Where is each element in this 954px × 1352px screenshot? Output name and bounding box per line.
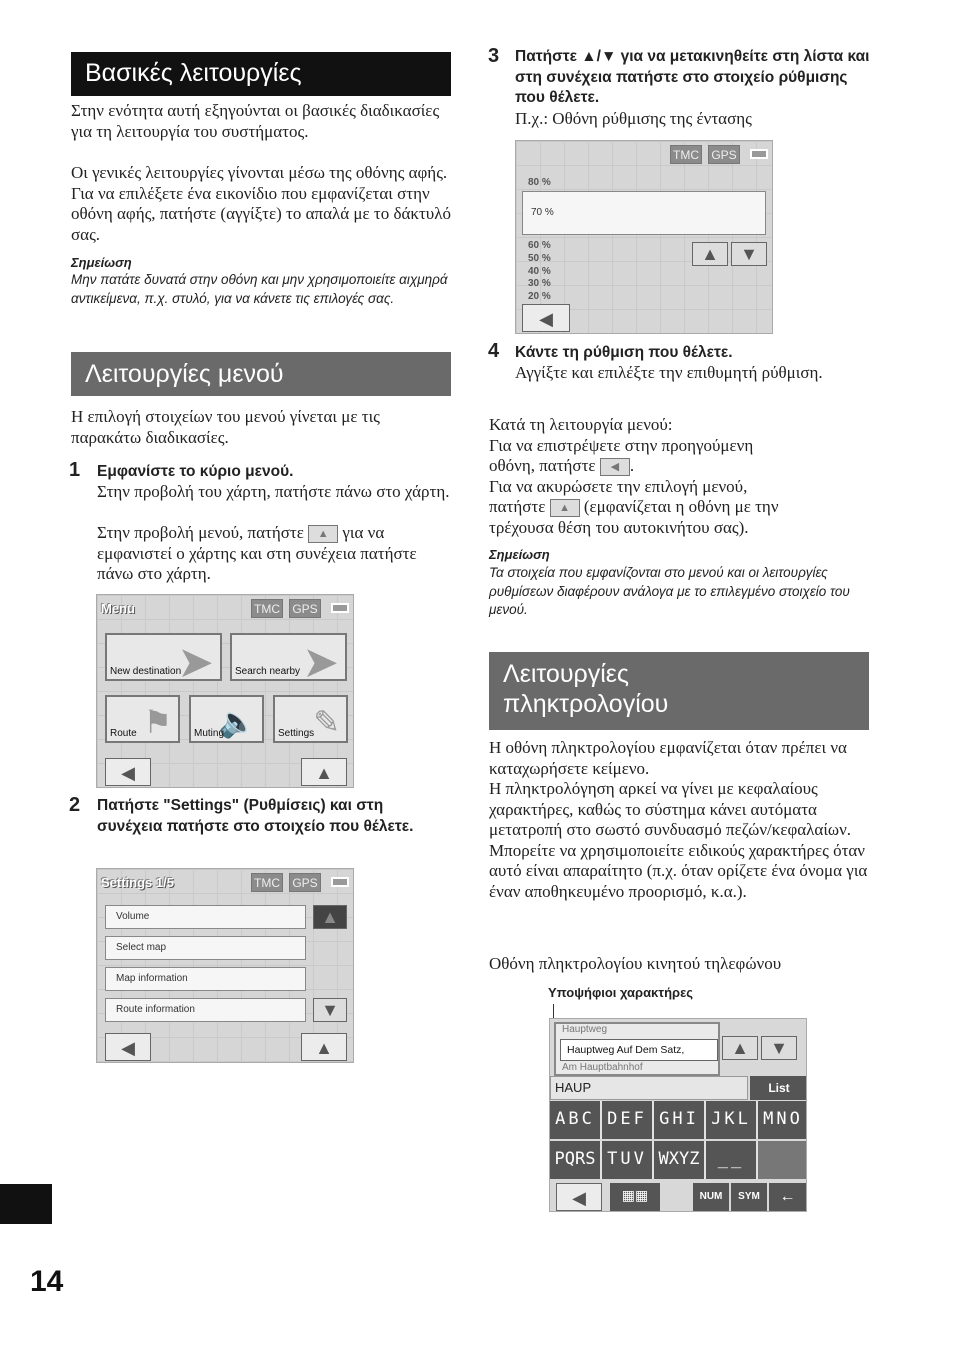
candidate-item-selected[interactable]: Hauptweg Auf Dem Satz, [560, 1039, 718, 1061]
step-4-number: 4 [488, 340, 500, 362]
key-jkl[interactable]: JKL [706, 1101, 758, 1139]
note-body-2: Τα στοιχεία που εμφανίζονται στο μενού και οι λειτουργίες ρυθμίσεων διαφέρουν ανάλογα με το επιλεγμένο στοιχείο του μενού. [489, 565, 850, 617]
step-3-number: 3 [488, 45, 500, 67]
menu-ops-line-2: Για να επιστρέψετε στην προηγούμενη [489, 435, 754, 455]
gps-indicator: GPS [708, 145, 740, 164]
map-view-button[interactable]: ▲ [301, 1033, 347, 1061]
heading-menu-operations: Λειτουργίες μενού [71, 352, 451, 396]
volume-level-list [528, 240, 551, 304]
step-1-line-2b: για να εμφανιστεί ο χάρτης και στη συνέχεια πατήστε πάνω στο χάρτη. [97, 523, 417, 583]
settings-item-volume[interactable]: Volume [105, 905, 306, 929]
menu-intro: Η επιλογή στοιχείων του μενού γίνεται με τις παρακάτω διαδικασίες. [71, 407, 380, 447]
gps-indicator: GPS [289, 599, 321, 618]
menu-screenshot [96, 594, 354, 788]
tmc-indicator: TMC [670, 145, 702, 164]
step-4-title: Κάντε τη ρύθμιση που θέλετε. [515, 344, 733, 361]
note-title-2: Σημείωση [489, 547, 550, 562]
list-button[interactable]: List [750, 1076, 807, 1100]
battery-icon [750, 149, 768, 159]
num-button[interactable]: NUM [693, 1183, 729, 1211]
basic-paragraph-1: Στην ενότητα αυτή εξηγούνται οι βασικές διαδικασίες για τη λειτουργία του συστήματος. [71, 101, 440, 141]
keyboard-layout-icon[interactable]: ▦▦ [610, 1183, 660, 1211]
settings-item-route-information[interactable]: Route information [105, 998, 306, 1022]
note-title: Σημείωση [71, 255, 132, 270]
step-2-title: Πατήστε "Settings" (Ρυθμίσεις) και στη συνέχεια πατήστε στο στοιχείο που θέλετε. [97, 797, 414, 835]
volume-level-60: 60 % [528, 240, 551, 251]
tile-label: New destination [110, 666, 182, 677]
key-mno[interactable]: MNO [758, 1101, 807, 1139]
back-button[interactable]: ◀ [556, 1183, 602, 1211]
candidate-item[interactable]: Hauptweg [562, 1024, 608, 1035]
volume-level-50: 50 % [528, 252, 551, 264]
page-number: 14 [30, 1265, 64, 1298]
map-arrow-icon: ▲ [550, 499, 580, 517]
route-tile[interactable] [105, 695, 180, 743]
menu-screen-title: Menu [101, 601, 135, 616]
volume-screenshot [515, 140, 773, 334]
step-4-body: Αγγίξτε και επιλέξτε την επιθυμητή ρύθμιση. [515, 363, 823, 382]
volume-level-30: 30 % [528, 278, 551, 290]
back-button[interactable]: ◀ [105, 758, 151, 786]
menu-ops-line-6: τρέχουσα θέση του αυτοκινήτου σας). [489, 517, 749, 537]
scroll-up-button[interactable]: ▲ [313, 905, 347, 929]
menu-ops-line-5 [489, 497, 874, 518]
volume-level-40: 40 % [528, 265, 551, 277]
keyboard-paragraph-2: Η πληκτρολόγηση αρκεί να γίνει με κεφαλαίους χαρακτήρες, καθώς το σύστημα κάνει αυτόματα μετατροπή στο σωστό συνδυασμό πεζών/κεφαλαίων. Μπορείτε να χρησιμοποιείτε ειδικούς χαρακτήρες όταν αυτό είναι απαραίτητο (π.χ. όταν ορίζετε ένα όνομα για έναν αποθηκευμένο προορισμό, κ.α.). [489, 779, 868, 901]
tmc-indicator: TMC [251, 599, 283, 618]
settings-tile[interactable] [273, 695, 348, 743]
key-def[interactable]: DEF [602, 1101, 654, 1139]
new-destination-tile[interactable] [105, 633, 222, 687]
menu-ops-line-1: Κατά τη λειτουργία μενού: [489, 415, 673, 434]
section-tab-marker [0, 1184, 52, 1224]
key-tuv[interactable]: TUV [602, 1141, 654, 1179]
scroll-down-button[interactable]: ▼ [313, 998, 347, 1022]
volume-level-20: 20 % [528, 291, 551, 303]
battery-icon [331, 877, 349, 887]
search-nearby-tile[interactable] [230, 633, 347, 687]
key-space[interactable]: __ [706, 1141, 758, 1179]
step-3-example: Π.χ.: Οθόνη ρύθμισης της έντασης [515, 109, 752, 128]
menu-ops-line-5b: (εμφανίζεται η οθόνη με την [583, 497, 779, 516]
heading-basic-operations: Βασικές λειτουργίες [71, 52, 451, 96]
sym-button[interactable]: SYM [731, 1183, 767, 1211]
back-button[interactable]: ◀ [105, 1033, 151, 1061]
tile-label: Search nearby [235, 666, 301, 677]
volume-down-button[interactable]: ▼ [731, 242, 767, 266]
step-3-title: Πατήστε ▲/▼ για να μετακινηθείτε στη λίστα και στη συνέχεια πατήστε στο στοιχείο ρύθμισης που θέλετε. [515, 48, 870, 106]
menu-ops-line-3b: . [629, 456, 635, 475]
candidate-up-button[interactable]: ▲ [722, 1036, 758, 1060]
heading-keyboard-line-1: Λειτουργίες [503, 660, 629, 688]
basic-paragraph-2: Οι γενικές λειτουργίες γίνονται μέσω της οθόνης αφής. Για να επιλέξετε ένα εικονίδιο που εμφανίζεται στην οθόνη αφής, πατήστε (αγγίξτε) το απαλά με το δάκτυλό σας. [71, 163, 451, 244]
step-1-line-2a: Στην προβολή μενού, πατήστε [97, 523, 304, 542]
back-arrow-icon: ◀ [600, 458, 630, 476]
step-1-number: 1 [69, 459, 81, 481]
gps-indicator: GPS [289, 873, 321, 892]
route-flag-icon: ⚑ [143, 704, 172, 740]
candidates-callout-label: Υποψήφιοι χαρακτήρες [548, 985, 694, 1000]
volume-level-selected[interactable]: 70 % [522, 191, 766, 235]
menu-ops-text [489, 415, 874, 538]
menu-ops-line-3 [489, 456, 874, 477]
backspace-button[interactable]: ← [769, 1183, 806, 1211]
note-body: Μην πατάτε δυνατά στην οθόνη και μην χρησιμοποιείτε αιχμηρά αντικείμενα, π.χ. στυλό, για να κάνετε τις επιλογές σας. [71, 272, 448, 306]
step-1-line-2 [97, 523, 452, 585]
keyboard-paragraph-1: Η οθόνη πληκτρολογίου εμφανίζεται όταν πρέπει να καταχωρήσετε κείμενο. [489, 738, 847, 778]
key-wxyz[interactable]: WXYZ [654, 1141, 706, 1179]
settings-item-map-information[interactable]: Map information [105, 967, 306, 991]
menu-ops-line-5a: πατήστε [489, 497, 546, 516]
settings-screen-title: Settings 1/5 [101, 875, 174, 890]
heading-keyboard-operations [489, 652, 869, 730]
tile-label: Settings [278, 728, 315, 739]
back-button[interactable]: ◀ [522, 304, 570, 332]
candidate-item[interactable]: Am Hauptbahnhof [562, 1062, 643, 1073]
step-2-number: 2 [69, 794, 81, 816]
map-view-button[interactable]: ▲ [301, 758, 347, 786]
candidates-box [554, 1022, 720, 1076]
heading-keyboard-line-2: πληκτρολογίου [503, 690, 669, 718]
muting-tile[interactable] [189, 695, 264, 743]
key-ghi[interactable]: GHI [654, 1101, 706, 1139]
menu-ops-line-4: Για να ακυρώσετε την επιλογή μενού, [489, 476, 748, 496]
menu-ops-line-3a: οθόνη, πατήστε [489, 456, 596, 475]
keyboard-screenshot [549, 1018, 807, 1212]
text-input-field[interactable]: HAUP [550, 1076, 748, 1100]
cursor-arrow-icon: ➤ [177, 638, 214, 687]
key-abc[interactable]: ABC [550, 1101, 602, 1139]
keyboard-caption: Οθόνη πληκτρολογίου κινητού τηλεφώνου [489, 954, 782, 973]
volume-up-button[interactable]: ▲ [692, 242, 728, 266]
settings-item-select-map[interactable]: Select map [105, 936, 306, 960]
settings-screenshot [96, 868, 354, 1063]
key-pqrs[interactable]: PQRS [550, 1141, 602, 1179]
tile-label: Muting [194, 728, 225, 739]
battery-icon [331, 603, 349, 613]
candidate-down-button[interactable]: ▼ [761, 1036, 797, 1060]
nav-pointer-icon: ➤ [302, 638, 339, 687]
tile-label: Route [110, 728, 137, 739]
volume-level-80: 80 % [528, 177, 551, 188]
step-1-title: Εμφανίστε το κύριο μενού. [97, 463, 294, 480]
step-1-line-1: Στην προβολή του χάρτη, πατήστε πάνω στο χάρτη. [97, 482, 450, 501]
key-blank [758, 1141, 807, 1179]
map-arrow-icon: ▲ [308, 525, 338, 543]
speaker-icon: 🔈 [218, 706, 256, 739]
wrench-icon: ✎ [313, 704, 340, 740]
tmc-indicator: TMC [251, 873, 283, 892]
